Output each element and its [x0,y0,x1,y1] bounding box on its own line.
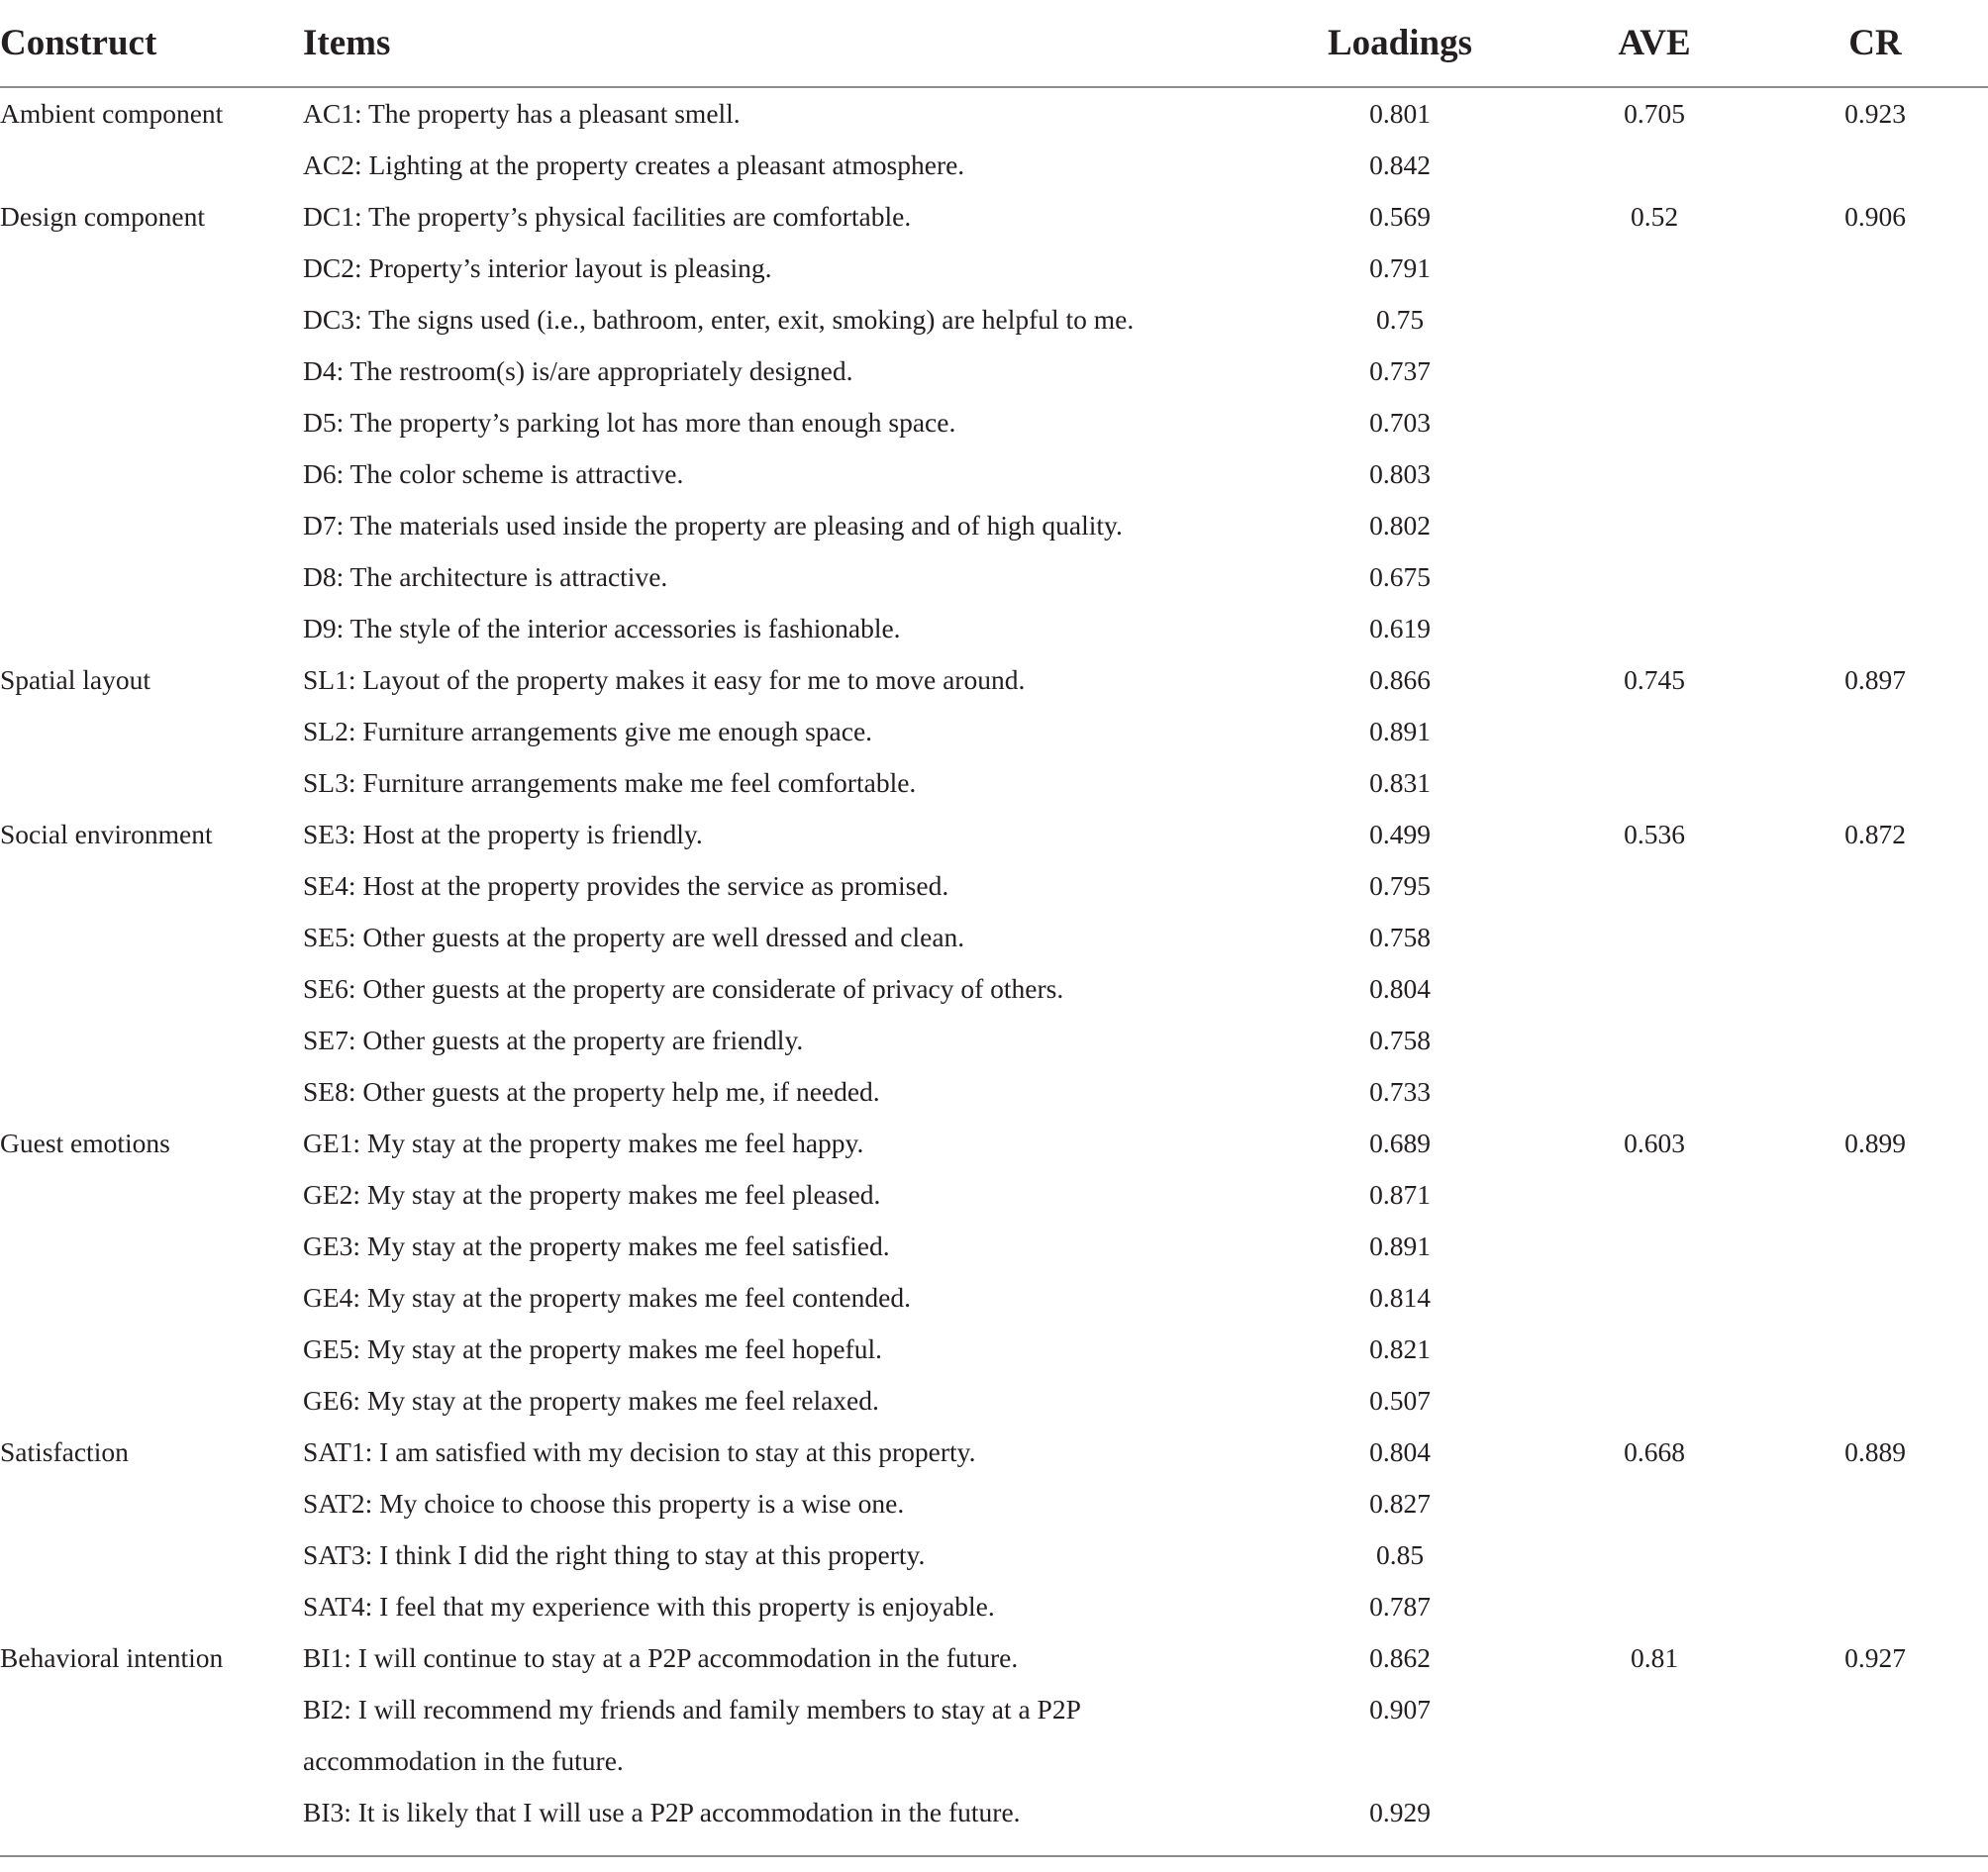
cr-cell [1762,757,1988,809]
cr-cell [1762,1581,1988,1632]
item-cell: BI2: I will recommend my friends and family members to stay at a P2P accommodation in the future. [303,1694,1080,1776]
item-cell: D8: The architecture is attractive. [303,561,668,592]
item-cell: GE2: My stay at the property makes me feel pleased. [303,1179,881,1210]
item-cell: SE3: Host at the property is friendly. [303,819,703,849]
loading-cell: 0.814 [1369,1282,1431,1313]
cr-cell [1762,963,1988,1015]
table-row [0,345,1988,397]
ave-cell [1546,1684,1762,1787]
loading-cell: 0.891 [1369,716,1431,746]
item-cell: DC3: The signs used (i.e., bathroom, enter, exit, smoking) are helpful to me. [303,304,1135,335]
ave-cell [1546,1375,1762,1427]
construct-cell [0,1221,303,1272]
construct-cell [0,1324,303,1375]
cr-cell [1762,345,1988,397]
loading-cell: 0.821 [1369,1333,1431,1364]
table-row [0,706,1988,757]
cr-cell: 0.897 [1844,664,1906,695]
item-cell: D5: The property’s parking lot has more than enough space. [303,407,956,438]
item-cell: BI1: I will continue to stay at a P2P accommodation in the future. [303,1642,1019,1673]
cr-cell [1762,1324,1988,1375]
item-cell: AC2: Lighting at the property creates a pleasant atmosphere. [303,149,965,180]
item-cell: GE4: My stay at the property makes me feel contended. [303,1282,911,1313]
loading-cell: 0.787 [1369,1591,1431,1622]
item-cell: D6: The color scheme is attractive. [303,458,684,489]
ave-cell: 0.52 [1630,201,1679,232]
table-row [0,1118,1988,1169]
construct-cell [0,345,303,397]
cr-cell: 0.927 [1844,1642,1906,1673]
construct-cell [0,1015,303,1066]
cr-cell [1762,1066,1988,1118]
table-row [0,448,1988,500]
cr-cell [1762,1375,1988,1427]
cr-cell: 0.899 [1844,1128,1906,1158]
table-row [0,1581,1988,1632]
construct-cell [0,1529,303,1581]
item-cell: GE1: My stay at the property makes me feel happy. [303,1128,864,1158]
construct-cell: Social environment [0,819,213,849]
cr-cell [1762,243,1988,294]
table-row [0,860,1988,912]
cr-cell [1762,551,1988,603]
table-row [0,912,1988,963]
item-cell: GE3: My stay at the property makes me feel satisfied. [303,1231,890,1261]
construct-cell: Satisfaction [0,1436,129,1467]
loading-cell: 0.891 [1369,1231,1431,1261]
cr-cell [1762,860,1988,912]
ave-cell [1546,1066,1762,1118]
loading-cell: 0.802 [1369,510,1431,541]
item-cell: GE5: My stay at the property makes me feel hopeful. [303,1333,882,1364]
table-row [0,397,1988,448]
item-cell: BI3: It is likely that I will use a P2P accommodation in the future. [303,1797,1021,1827]
cr-cell [1762,397,1988,448]
ave-cell [1546,140,1762,191]
table-row [0,757,1988,809]
item-cell: SE5: Other guests at the property are well dressed and clean. [303,922,965,952]
table-row [0,1478,1988,1529]
ave-cell [1546,860,1762,912]
construct-cell [0,1169,303,1221]
table-row [0,1066,1988,1118]
ave-cell [1546,243,1762,294]
item-cell: SE8: Other guests at the property help me, if needed. [303,1076,880,1107]
header-ave: AVE [1546,0,1762,87]
loading-cell: 0.827 [1369,1488,1431,1519]
cr-cell: 0.923 [1844,98,1906,129]
loading-cell: 0.791 [1369,252,1431,283]
cr-cell [1762,1478,1988,1529]
construct-cell [0,500,303,551]
construct-cell [0,963,303,1015]
ave-cell [1546,1581,1762,1632]
item-cell: DC2: Property’s interior layout is pleasing. [303,252,772,283]
header-loadings: Loadings [1253,0,1546,87]
item-cell: SE4: Host at the property provides the service as promised. [303,870,949,901]
loading-cell: 0.929 [1369,1797,1431,1827]
loading-cell: 0.801 [1369,98,1431,129]
header-cr: CR [1762,0,1988,87]
ave-cell [1546,448,1762,500]
loading-cell: 0.803 [1369,458,1431,489]
item-cell: SL1: Layout of the property makes it easy for me to move around. [303,664,1026,695]
table-row [0,963,1988,1015]
construct-cell [0,1066,303,1118]
ave-cell [1546,1272,1762,1324]
loading-cell: 0.689 [1369,1128,1431,1158]
loading-cell: 0.907 [1369,1694,1431,1724]
cr-cell [1762,448,1988,500]
table-row [0,294,1988,345]
table-row [0,809,1988,860]
cr-cell [1762,1529,1988,1581]
table-row [0,500,1988,551]
construct-cell [0,448,303,500]
cr-cell [1762,1272,1988,1324]
ave-cell [1546,757,1762,809]
cr-cell [1762,1787,1988,1841]
loading-cell: 0.758 [1369,922,1431,952]
table-row [0,140,1988,191]
ave-cell [1546,963,1762,1015]
construct-cell: Guest emotions [0,1128,170,1158]
construct-cell [0,1787,303,1841]
loading-cell: 0.758 [1369,1025,1431,1055]
cr-cell [1762,1169,1988,1221]
table-row [0,1221,1988,1272]
cr-cell [1762,140,1988,191]
table-row [0,1632,1988,1684]
table-row [0,191,1988,243]
ave-cell [1546,1787,1762,1841]
loading-cell: 0.804 [1369,1436,1431,1467]
table-row [0,1324,1988,1375]
loading-cell: 0.862 [1369,1642,1431,1673]
ave-cell: 0.81 [1630,1642,1679,1673]
construct-cell [0,603,303,654]
item-cell: SAT2: My choice to choose this property is a wise one. [303,1488,905,1519]
construct-cell [0,1272,303,1324]
table-row [0,1272,1988,1324]
construct-cell [0,1375,303,1427]
construct-cell: Spatial layout [0,664,150,695]
header-row [0,0,1988,87]
construct-cell [0,1684,303,1787]
cr-cell: 0.889 [1844,1436,1906,1467]
ave-cell [1546,706,1762,757]
construct-cell [0,706,303,757]
header-items: Items [303,0,1253,87]
ave-cell [1546,551,1762,603]
table-header [0,0,1988,87]
construct-cell [0,860,303,912]
cr-cell [1762,706,1988,757]
table-row [0,654,1988,706]
table-row [0,1427,1988,1478]
construct-cell: Behavioral intention [0,1642,224,1673]
table-row [0,1169,1988,1221]
item-cell: SAT3: I think I did the right thing to stay at this property. [303,1539,926,1570]
ave-cell: 0.705 [1624,98,1685,129]
loading-cell: 0.619 [1369,613,1431,643]
construct-cell [0,140,303,191]
item-cell: D7: The materials used inside the property are pleasing and of high quality. [303,510,1123,541]
ave-cell [1546,294,1762,345]
table-row [0,243,1988,294]
ave-cell [1546,912,1762,963]
table-row [0,1529,1988,1581]
table-row [0,87,1988,140]
table-row [0,1375,1988,1427]
item-cell: SE7: Other guests at the property are friendly. [303,1025,804,1055]
table-row [0,1787,1988,1841]
construct-cell [0,397,303,448]
cr-cell [1762,912,1988,963]
loading-cell: 0.85 [1375,1539,1425,1570]
ave-cell [1546,397,1762,448]
loading-cell: 0.499 [1369,819,1431,849]
item-cell: SAT1: I am satisfied with my decision to stay at this property. [303,1436,976,1467]
loading-cell: 0.733 [1369,1076,1431,1107]
loading-cell: 0.507 [1369,1385,1431,1416]
loading-cell: 0.675 [1369,561,1431,592]
ave-cell [1546,1324,1762,1375]
loading-cell: 0.804 [1369,973,1431,1004]
ave-cell [1546,603,1762,654]
table-bottom-rule [0,1855,1988,1857]
construct-cell: Design component [0,201,205,232]
loading-cell: 0.831 [1369,767,1431,798]
construct-cell [0,551,303,603]
cr-cell [1762,603,1988,654]
table-body [0,87,1988,1841]
item-cell: DC1: The property’s physical facilities are comfortable. [303,201,912,232]
cr-cell [1762,500,1988,551]
ave-cell: 0.603 [1624,1128,1685,1158]
ave-cell [1546,1529,1762,1581]
ave-cell [1546,1478,1762,1529]
header-construct: Construct [0,0,303,87]
construct-cell [0,1581,303,1632]
item-cell: D9: The style of the interior accessories is fashionable. [303,613,901,643]
ave-cell [1546,500,1762,551]
item-cell: D4: The restroom(s) is/are appropriately designed. [303,355,853,386]
ave-cell [1546,345,1762,397]
cr-cell [1762,1015,1988,1066]
item-cell: SE6: Other guests at the property are considerate of privacy of others. [303,973,1064,1004]
cr-cell [1762,294,1988,345]
ave-cell [1546,1221,1762,1272]
loading-cell: 0.569 [1369,201,1431,232]
ave-cell [1546,1169,1762,1221]
construct-cell [0,912,303,963]
table-row [0,551,1988,603]
construct-cell: Ambient component [0,98,224,129]
construct-cell [0,757,303,809]
loading-cell: 0.703 [1369,407,1431,438]
item-cell: AC1: The property has a pleasant smell. [303,98,741,129]
construct-cell [0,243,303,294]
cr-cell [1762,1221,1988,1272]
cr-cell: 0.872 [1844,819,1906,849]
construct-cell [0,294,303,345]
table-row [0,1684,1988,1787]
loading-cell: 0.866 [1369,664,1431,695]
loading-cell: 0.871 [1369,1179,1431,1210]
ave-cell: 0.668 [1624,1436,1685,1467]
ave-cell: 0.536 [1624,819,1685,849]
loading-cell: 0.75 [1375,304,1425,335]
item-cell: SAT4: I feel that my experience with this property is enjoyable. [303,1591,995,1622]
construct-cell [0,1478,303,1529]
item-cell: GE6: My stay at the property makes me feel relaxed. [303,1385,879,1416]
item-cell: SL2: Furniture arrangements give me enough space. [303,716,873,746]
table-row [0,603,1988,654]
loading-cell: 0.842 [1369,149,1431,180]
item-cell: SL3: Furniture arrangements make me feel comfortable. [303,767,917,798]
loading-cell: 0.737 [1369,355,1431,386]
ave-cell: 0.745 [1624,664,1685,695]
loading-cell: 0.795 [1369,870,1431,901]
cr-cell [1762,1684,1988,1787]
cr-cell: 0.906 [1844,201,1906,232]
ave-cell [1546,1015,1762,1066]
table-row [0,1015,1988,1066]
